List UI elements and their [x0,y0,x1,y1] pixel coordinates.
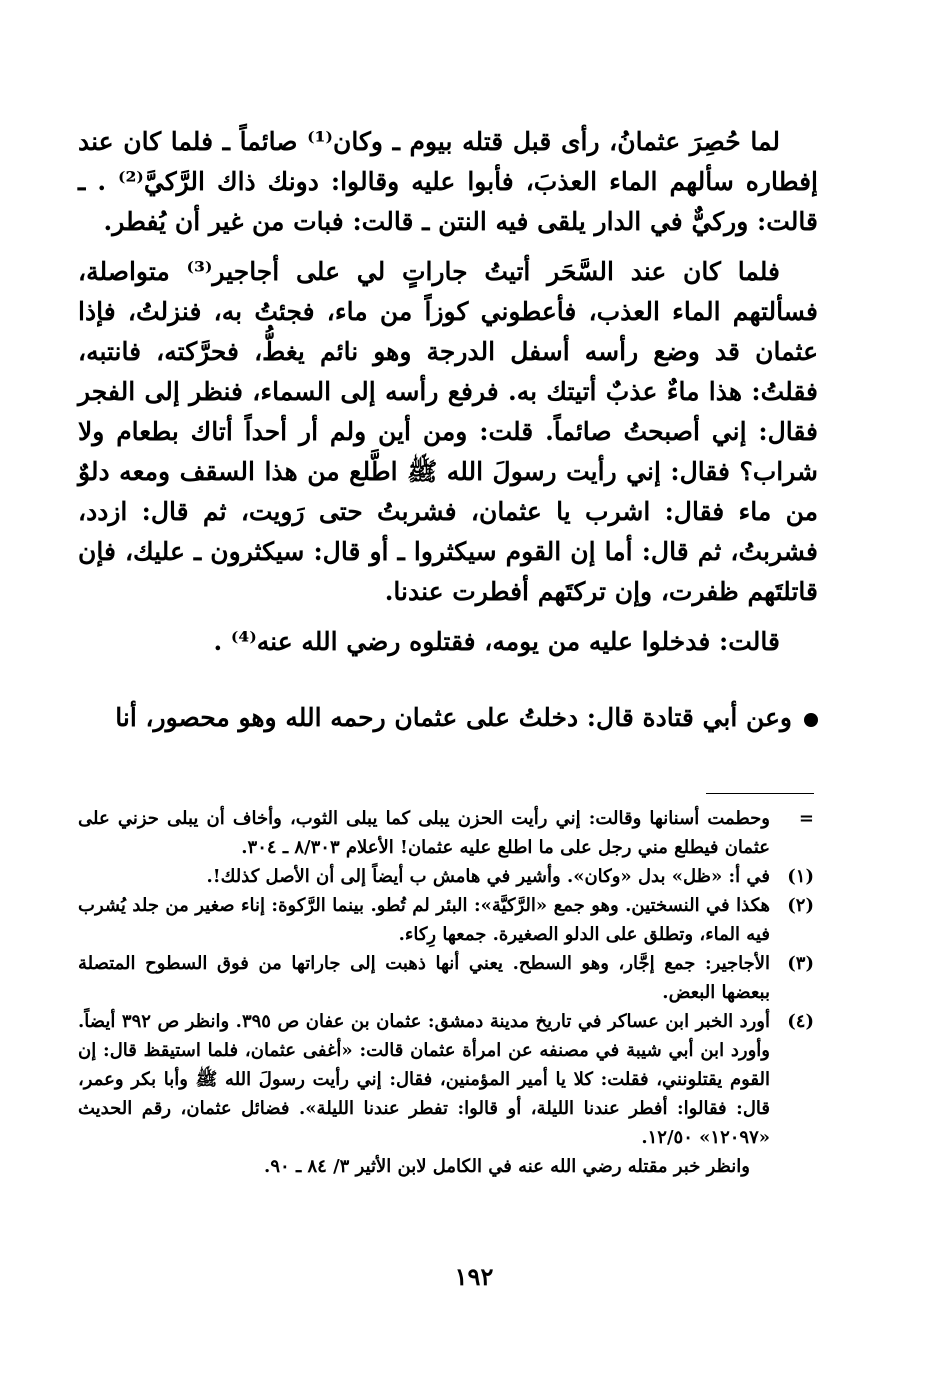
footnote-3 [78,949,814,1007]
paragraph-1: لما حُصِرَ عثمانُ، رأى قبل قتله بيوم ـ وكان⁽¹⁾ صائماً ـ فلما كان عند إفطاره سألهم الماء العذبَ، فأبوا عليه وقالوا: دونك ذاك الرَّكيَّ⁽²⁾ . ـ قالت: وركيٌّ في الدار يلقى فيه النتن ـ قالت: فبات من غير أن يُفطر. [78,127,818,236]
footnote-number: (٢) [787,895,814,916]
footnote-text: هكذا في النسختين. وهو جمع «الرَّكيَّة»: البئر لم تُطو. بينما الرَّكوة: إناء صغير من جلد يُشرب فيه الماء، وتطلق على الدلو الصغيرة. جمعها رِكاء. [78,895,770,945]
paragraph-4 [78,698,818,738]
footnote-text: في أ: «ظل» بدل «وكان». وأشير في هامش ب أيضاً إلى أن الأصل كذلك!. [206,866,770,887]
footnote-1 [78,862,814,891]
footnote-text: وحطمت أسنانها وقالت: إني رأيت الحزن يبلى كما يبلى الثوب، وأخاف أن يبلى حزني على عثمان فيطلع مني رجل على ما اطلع عليه عثمان! الأعلام ٨/٣٠٣ ـ ٣٠٤. [78,808,770,858]
paragraph-4-text: وعن أبي قتادة قال: دخلتُ على عثمان رحمه الله وهو محصور، أنا [115,703,792,732]
paragraph-2: فلما كان عند السَّحَر أتيتُ جاراتٍ لي على أجاجير⁽³⁾ متواصلة، فسألتهم الماء العذب، فأعطوني كوزاً من ماء، فجئتُ به، فنزلتُ، فإذا عثمان قد وضع رأسه أسفل الدرجة وهو نائم يغطُّ، فحرَّكته، فانتبه، فقلتُ: هذا ماءٌ عذبٌ أتيتك به. فرفع رأسه إلى السماء، فنظر إلى الفجر فقال: إني أصبحتُ صائماً. قلت: ومن أين ولم أر أحداً أتاك بطعام ولا شراب؟ فقال: إني رأيت رسولَ الله ﷺ اطَّلع من هذا السقف ومعه دلوٌ من ماء فقال: اشرب يا عثمان، فشربتُ حتى رَويت، ثم قال: ازدد، فشربتُ، ثم قال: أما إن القوم سيكثروا ـ أو قال: سيكثرون ـ عليك، فإن قاتلتَهم ظفرت، وإن تركتَهم أفطرت عندنا. [78,257,818,606]
main-text [78,122,818,738]
footnote-number: (١) [787,866,814,887]
footnote-4 [78,1007,814,1152]
footnote-2 [78,891,814,949]
footnote-number: (٣) [787,953,814,974]
footnote-4-continued [78,1152,814,1181]
paragraph-3: قالت: فدخلوا عليه من يومه، فقتلوه رضي الله عنه⁽⁴⁾ . [213,627,780,656]
footnote-continuation [78,804,814,862]
footnote-text: وانظر خبر مقتله رضي الله عنه في الكامل لابن الأثير ٣/ ٨٤ ـ ٩٠. [264,1156,750,1177]
footnote-marker: = [798,808,814,829]
bullet-icon [804,713,818,727]
footnote-number: (٤) [787,1011,814,1032]
footnote-number [770,1152,814,1181]
footnote-text: أورد الخبر ابن عساكر في تاريخ مدينة دمشق: عثمان بن عفان ص ٣٩٥. وانظر ص ٣٩٢ أيضاً. وأورد ابن أبي شيبة في مصنفه عن امرأة عثمان قالت: «أغفى عثمان، فلما استيقظ قال: إن القوم يقتلونني، فقلت: كلا يا أمير المؤمنين، فقال: إني رأيت رسولَ الله ﷺ وأبا بكر وعمر، قال: فقالوا: أفطر عندنا الليلة، أو قالوا: تفطر عندنا الليلة». فضائل عثمان، رقم الحديث «١٢٠٩٧» ١٢/٥٠. [78,1011,770,1148]
footnote-divider [706,793,814,794]
page-number: ١٩٢ [454,1262,494,1291]
footnote-text: الأجاجير: جمع إجَّار، وهو السطح. يعني أنها ذهبت إلى جاراتها من فوق السطوح المتصلة ببعضها البعض. [78,953,770,1003]
footnotes [78,804,814,1181]
